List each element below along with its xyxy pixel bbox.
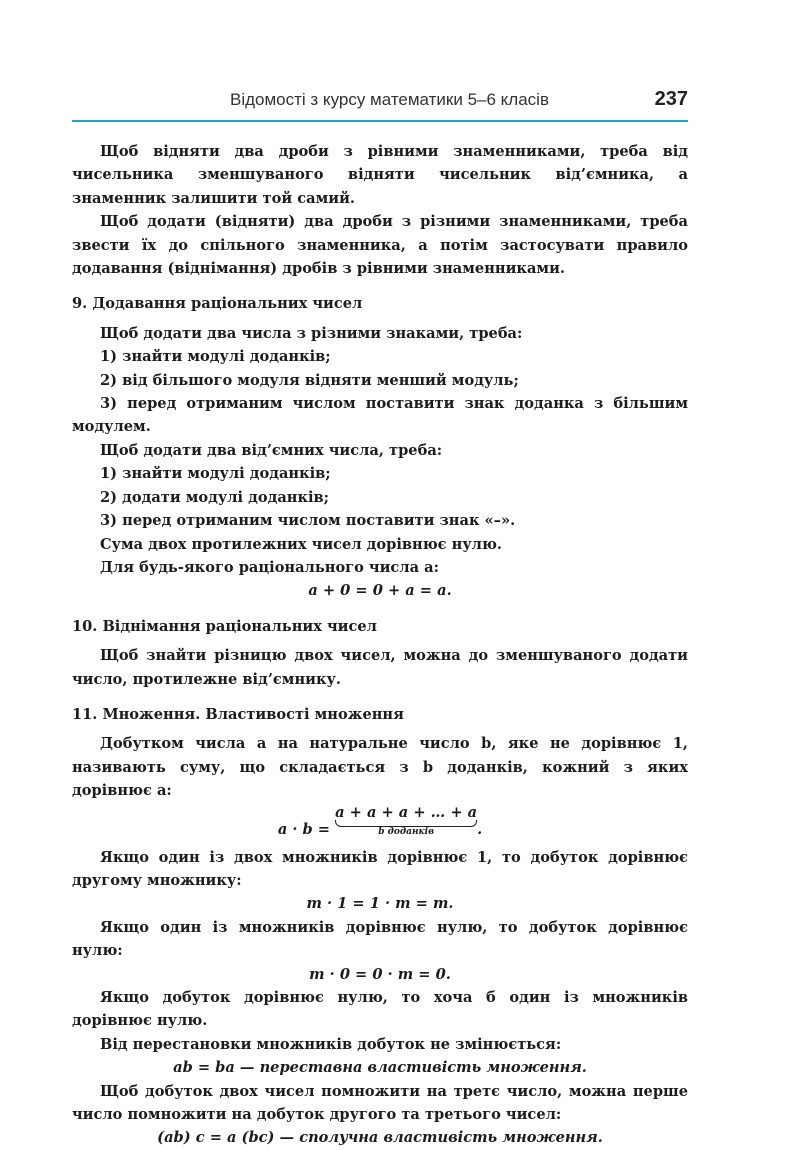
list-item: 1) знайти модулі доданків;: [100, 348, 331, 366]
running-title: Відомості з курсу математики 5–6 класів: [230, 90, 549, 109]
paragraph: Добутком числа a на натуральне число b, яке не дорівнює 1, називають суму, що складається з b доданків, кожний з яких дорівнює a:: [72, 735, 688, 800]
formula-sum: a · b = a + a + a + … + a b доданків .: [277, 803, 483, 838]
formula: m · 0 = 0 · m = 0.: [309, 965, 451, 983]
page-body: [72, 140, 688, 1150]
paragraph: Для будь-якого раціонального числа a:: [100, 558, 439, 576]
brace-label: b доданків: [378, 826, 434, 837]
paragraph: Щоб додати (відняти) два дроби з різними знаменниками, треба звести їх до спільного знаменника, а потім застосувати правило додавання (віднімання) дробів з рівними знаменниками.: [72, 213, 688, 278]
list-item: 1) знайти модулі доданків;: [100, 465, 331, 483]
paragraph: Щоб відняти два дроби з рівними знаменниками, треба від чисельника зменшуваного відняти чисельник від’ємника, а знаменник залишити той самий.: [72, 143, 688, 207]
list-item: 2) від більшого модуля відняти менший модуль;: [100, 371, 519, 389]
formula: a + 0 = 0 + a = a.: [308, 582, 452, 600]
formula: ab = ba — переставна властивість множення.: [173, 1059, 587, 1077]
paragraph: Щоб добуток двох чисел помножити на третє число, можна перше число помножити на добуток другого та третього чисел:: [72, 1082, 688, 1124]
page-header: [72, 86, 688, 122]
section-heading-10: 10. Віднімання раціональних чисел: [72, 617, 377, 635]
paragraph: Якщо один із множників дорівнює нулю, то добуток дорівнює нулю:: [72, 918, 688, 960]
paragraph: Щоб додати два числа з різними знаками, треба:: [100, 324, 523, 342]
list-item: 2) додати модулі доданків;: [100, 488, 330, 506]
underbrace: a + a + a + … + a b доданків: [335, 803, 478, 837]
paragraph: Якщо добуток дорівнює нулю, то хоча б один із множників дорівнює нулю.: [72, 989, 688, 1030]
paragraph: Щоб додати два від’ємних числа, треба:: [100, 441, 443, 459]
formula: m · 1 = 1 · m = m.: [306, 895, 454, 913]
list-item: 3) перед отриманим числом поставити знак «–».: [100, 512, 516, 530]
paragraph: Сума двох протилежних чисел дорівнює нулю.: [100, 535, 503, 553]
paragraph: Якщо один із двох множників дорівнює 1, то добуток дорівнює другому множнику:: [72, 848, 688, 889]
header-rule: [72, 120, 688, 122]
formula: (ab) c = a (bc) — сполучна властивість множення.: [157, 1129, 603, 1147]
page-number: 237: [654, 88, 688, 110]
list-item: 3) перед отриманим числом поставити знак доданка з більшим модулем.: [72, 395, 688, 436]
paragraph: Щоб знайти різницю двох чисел, можна до зменшуваного додати число, протилежне від’ємнику.: [72, 647, 688, 688]
section-heading-9: 9. Додавання раціональних чисел: [72, 295, 363, 313]
paragraph: Від перестановки множників добуток не змінюється:: [100, 1035, 562, 1053]
section-heading-11: 11. Множення. Властивості множення: [72, 705, 404, 723]
